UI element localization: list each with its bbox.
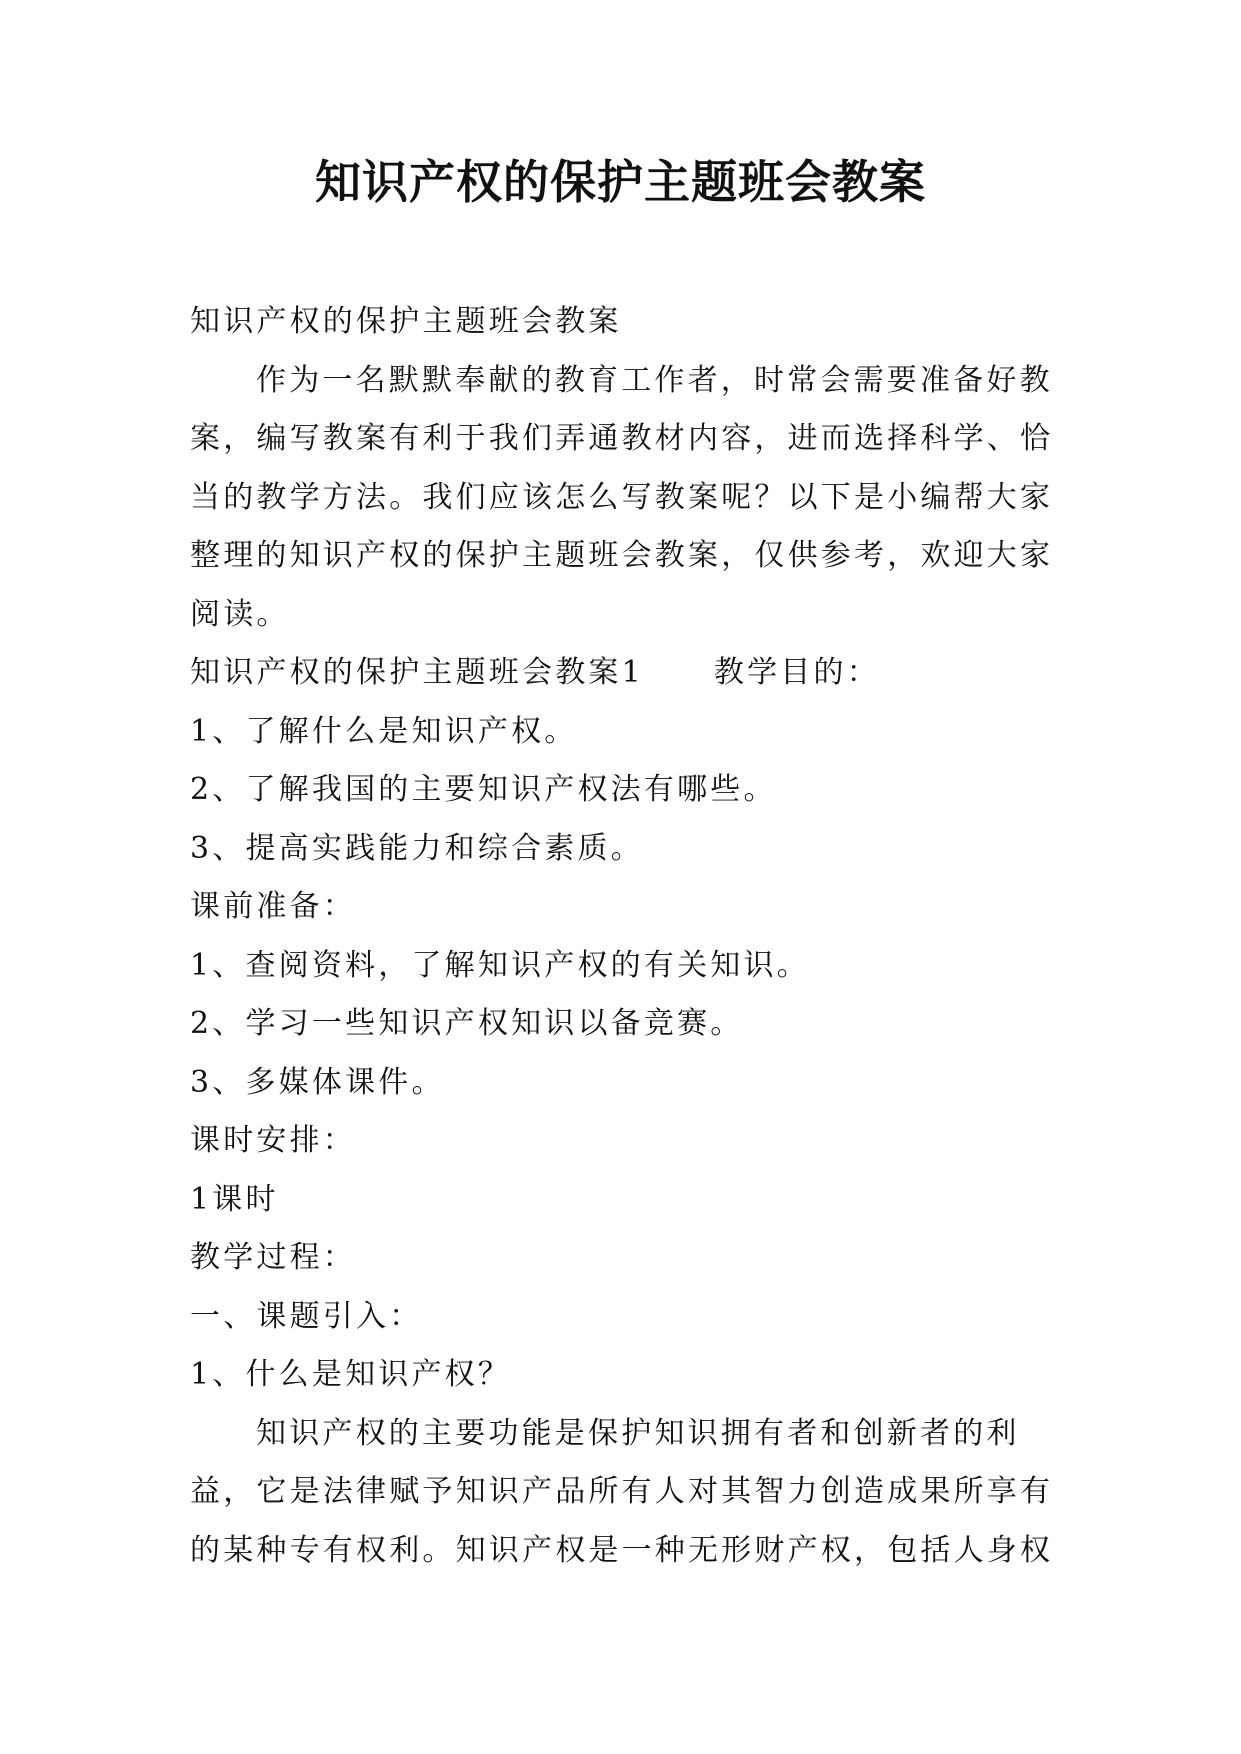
document-body <box>190 293 1060 1580</box>
question-item: 1、什么是知识产权？ <box>190 1357 512 1392</box>
schedule-heading: 课时安排： <box>190 1123 356 1158</box>
section-heading: 知识产权的保护主题班会教案1 <box>190 655 644 690</box>
document-subtitle: 知识产权的保护主题班会教案 <box>190 304 622 339</box>
answer-paragraph: 知识产权的主要功能是保护知识拥有者和创新者的利益，它是法律赋予知识产品所有人对其智力创造成果所享有的某种专有权利。知识产权是一种无形财产权，包括人身权 <box>190 1415 1054 1568</box>
objective-item: 2、了解我国的主要知识产权法有哪些。 <box>190 772 777 807</box>
section-heading-line <box>190 644 1060 703</box>
prep-item: 1、查阅资料，了解知识产权的有关知识。 <box>190 947 810 983</box>
intro-paragraph: 作为一名默默奉献的教育工作者，时常会需要准备好教案，编写教案有利于我们弄通教材内容，进而选择科学、恰当的教学方法。我们应该怎么写教案呢？以下是小编帮大家整理的知识产权的保护主题班会教案，仅供参考，欢迎大家阅读。 <box>190 362 1054 632</box>
part1-heading: 一、课题引入： <box>190 1298 423 1334</box>
objective-item: 1、了解什么是知识产权。 <box>190 713 578 749</box>
prep-item: 3、多媒体课件。 <box>190 1064 445 1100</box>
prep-heading: 课前准备： <box>190 889 356 924</box>
schedule-value: 1课时 <box>190 1181 279 1217</box>
objective-item: 3、提高实践能力和综合素质。 <box>190 830 644 866</box>
process-heading: 教学过程： <box>190 1240 356 1275</box>
objectives-heading: 教学目的： <box>713 655 880 690</box>
document-title: 知识产权的保护主题班会教案 <box>315 155 926 209</box>
prep-item: 2、学习一些知识产权知识以备竞赛。 <box>190 1006 744 1041</box>
